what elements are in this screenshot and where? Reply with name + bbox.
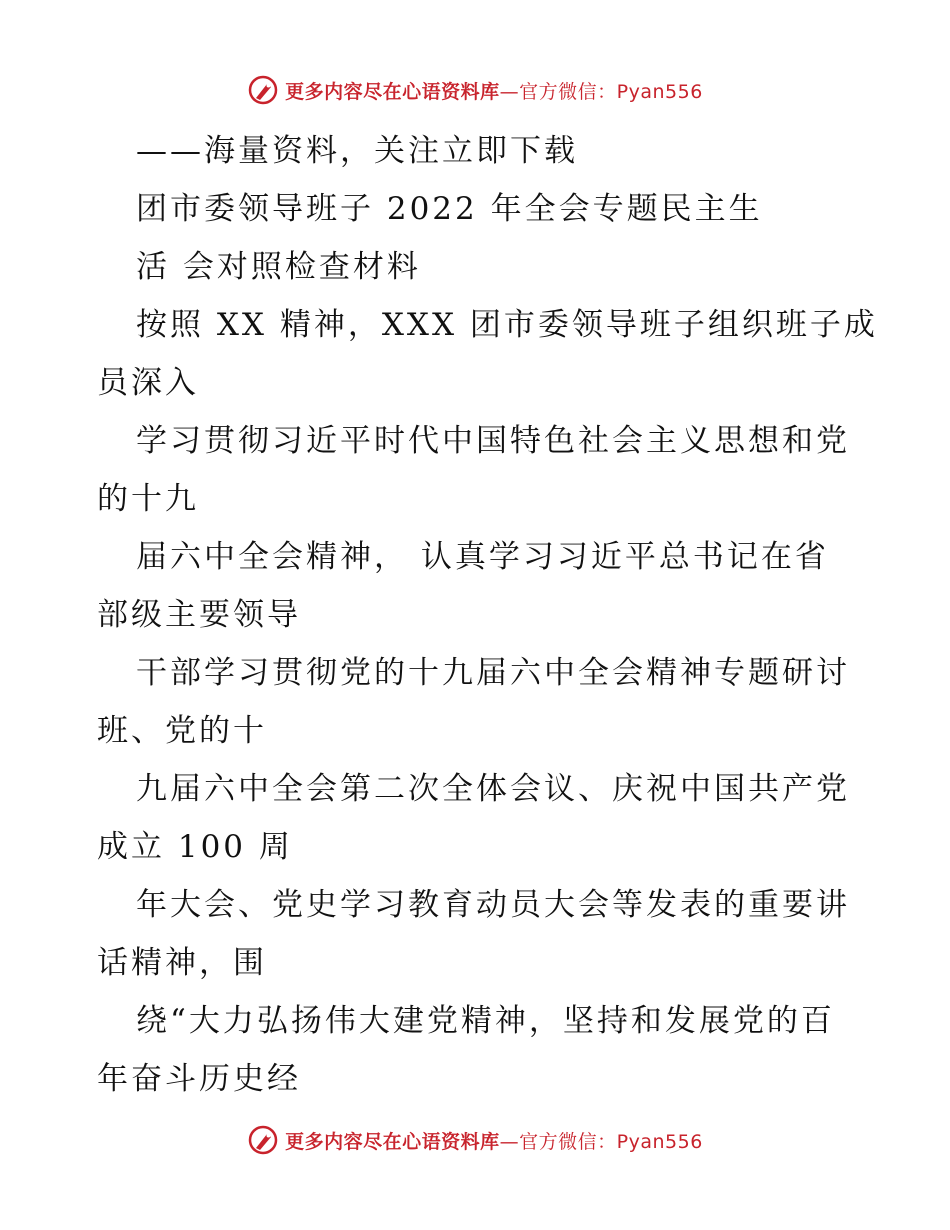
- doc-line: 年大会、党史学习教育动员大会等发表的重要讲: [136, 887, 850, 923]
- doc-title-line-2: 活 会对照检查材料: [136, 249, 421, 285]
- doc-line: 班、党的十: [97, 713, 267, 749]
- doc-line: 按照 XX 精神，XXX 团市委领导班子组织班子成: [136, 307, 878, 343]
- document-body: [97, 122, 878, 1108]
- pen-nib-circle-icon: [247, 1124, 279, 1156]
- header-banner-title: 更多内容尽在心语资料库: [285, 80, 500, 103]
- footer-banner-title: 更多内容尽在心语资料库: [285, 1130, 500, 1153]
- doc-line: 年奋斗历史经: [97, 1061, 301, 1097]
- doc-line: 员深入: [97, 365, 199, 401]
- doc-line: 的十九: [97, 481, 199, 517]
- doc-line: 届六中全会精神， 认真学习习近平总书记在省: [136, 539, 829, 575]
- footer-banner-text: [285, 1127, 703, 1154]
- doc-line: 话精神，围: [97, 945, 267, 981]
- doc-line: 部级主要领导: [97, 597, 301, 633]
- doc-line: 干部学习贯彻党的十九届六中全会精神专题研讨: [136, 655, 850, 691]
- doc-line: 绕“大力弘扬伟大建党精神，坚持和发展党的百: [136, 1003, 835, 1039]
- doc-title-line-1: 团市委领导班子 2022 年全会专题民主生: [136, 191, 763, 227]
- doc-line: 成立 100 周: [97, 829, 293, 865]
- doc-line: 九届六中全会第二次全体会议、庆祝中国共产党: [136, 771, 850, 807]
- footer-banner-wechat: —官方微信：Pyan556: [499, 1130, 703, 1153]
- pen-nib-circle-icon: [247, 74, 279, 106]
- header-banner-wechat: —官方微信：Pyan556: [499, 80, 703, 103]
- doc-line: 学习贯彻习近平时代中国特色社会主义思想和党: [136, 423, 850, 459]
- header-banner-text: [285, 77, 703, 104]
- header-banner: [0, 70, 950, 110]
- footer-banner: [0, 1120, 950, 1160]
- doc-line: ——海量资料，关注立即下载: [136, 133, 578, 169]
